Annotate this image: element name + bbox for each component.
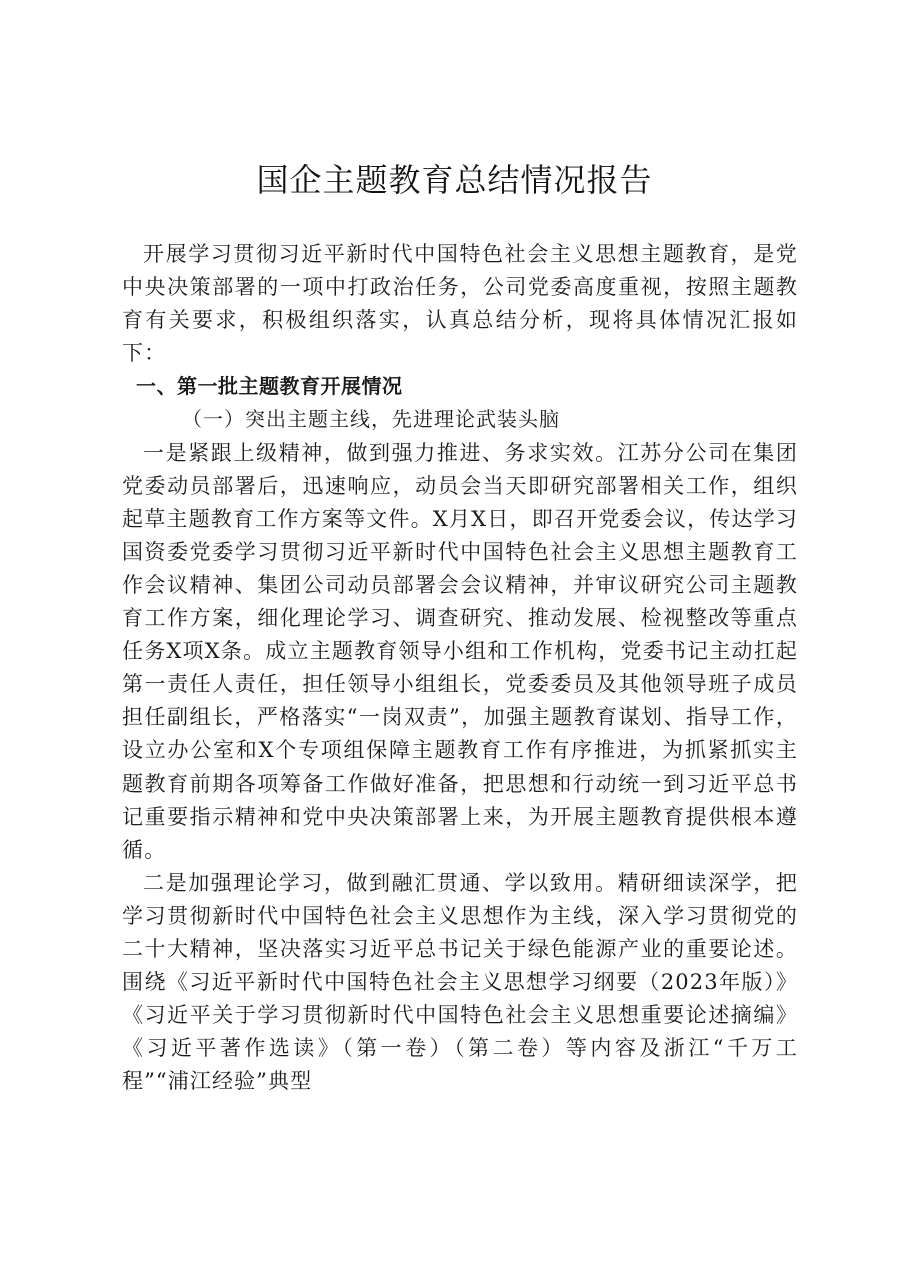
section-heading-1: 一、第一批主题教育开展情况 [136, 374, 403, 399]
intro-paragraph: 开展学习贯彻习近平新时代中国特色社会主义思想主题教育，是党中央决策部署的一项中打政治任务，公司党委高度重视，按照主题教育有关要求，积极组织落实，认真总结分析，现将具体情况汇报如下： [122, 242, 798, 366]
body-paragraph-2: 二是加强理论学习，做到融汇贯通、学以致用。精研细读深学，把学习贯彻新时代中国特色社会主义思想作为主线，深入学习贯彻党的二十大精神，坚决落实习近平总书记关于绿色能源产业的重要论述。围绕《习近平新时代中国特色社会主义思想学习纲要（2023年版）》《习近平关于学习贯彻新时代中国特色社会主义思想重要论述摘编》《习近平著作选读》（第一卷）（第二卷）等内容及浙江“千万工程”“浦江经验”典型 [122, 870, 798, 1094]
subsection-heading-1: （一）突出主题主线，先进理论武装头脑 [182, 407, 560, 432]
body-paragraph-1: 一是紧跟上级精神，做到强力推进、务求实效。江苏分公司在集团党委动员部署后，迅速响应，动员会当天即研究部署相关工作，组织起草主题教育工作方案等文件。X月X日，即召开党委会议，传达学习国资委党委学习贯彻习近平新时代中国特色社会主义思想主题教育工作会议精神、集团公司动员部署会会议精神，并审议研究公司主题教育工作方案，细化理论学习、调查研究、推动发展、检视整改等重点任务X项X条。成立主题教育领导小组和工作机构，党委书记主动扛起第一责任人责任，担任领导小组组长，党委委员及其他领导班子成员担任副组长，严格落实“一岗双责”，加强主题教育谋划、指导工作，设立办公室和X个专项组保障主题教育工作有序推进，为抓紧抓实主题教育前期各项筹备工作做好准备，把思想和行动统一到习近平总书记重要指示精神和党中央决策部署上来，为开展主题教育提供根本遵循。 [122, 440, 798, 862]
document-title: 国企主题教育总结情况报告 [256, 161, 653, 199]
document-body [122, 238, 798, 1098]
